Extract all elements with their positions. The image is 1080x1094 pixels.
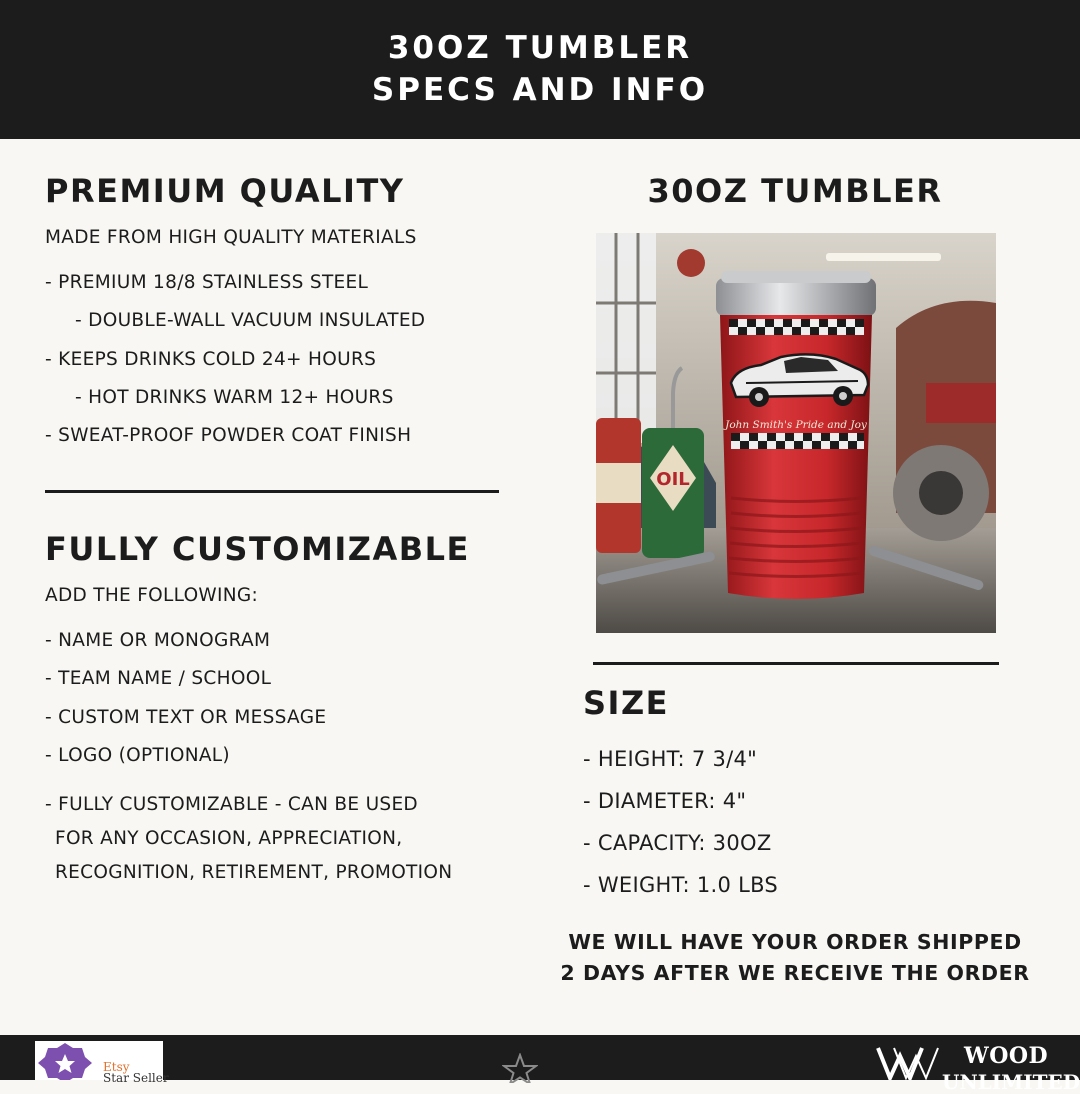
quality-item: - PREMIUM 18/8 STAINLESS STEEL: [45, 272, 369, 293]
logo-text-unlimited: UNLIMITED: [942, 1070, 1080, 1094]
size-item: - CAPACITY: 30OZ: [583, 831, 772, 855]
quality-intro: MADE FROM HIGH QUALITY MATERIALS: [45, 227, 417, 248]
custom-item: - CUSTOM TEXT OR MESSAGE: [45, 707, 327, 728]
badge-label-etsy: Etsy: [103, 1060, 130, 1074]
star-seller-badge-icon: [35, 1041, 95, 1080]
custom-intro: ADD THE FOLLOWING:: [45, 585, 259, 606]
product-photo: [596, 233, 996, 633]
custom-note-line: RECOGNITION, RETIREMENT, PROMOTION: [55, 862, 453, 883]
quality-item: - DOUBLE-WALL VACUUM INSULATED: [75, 310, 426, 331]
badge-label-star-seller: Star Seller: [103, 1071, 169, 1085]
custom-item: - TEAM NAME / SCHOOL: [45, 668, 272, 689]
size-heading: SIZE: [583, 684, 670, 722]
section-divider: [593, 662, 999, 665]
tumbler-scene-illustration: [596, 233, 996, 633]
size-item: - WEIGHT: 1.0 LBS: [583, 873, 779, 897]
header-title-line1: 30OZ TUMBLER: [387, 30, 693, 66]
quality-heading: PREMIUM QUALITY: [45, 172, 405, 210]
custom-note-line: - FULLY CUSTOMIZABLE - CAN BE USED: [45, 794, 418, 815]
section-divider: [45, 490, 499, 493]
wood-unlimited-logo-icon: [876, 1044, 940, 1080]
shipping-note-line: WE WILL HAVE YOUR ORDER SHIPPED: [568, 930, 1022, 954]
size-item: - HEIGHT: 7 3/4": [583, 747, 758, 771]
size-item: - DIAMETER: 4": [583, 789, 747, 813]
custom-heading: FULLY CUSTOMIZABLE: [45, 530, 470, 568]
page-header: [0, 0, 1080, 139]
product-heading: 30OZ TUMBLER: [647, 172, 943, 210]
custom-item: - LOGO (OPTIONAL): [45, 745, 230, 766]
custom-item: - NAME OR MONOGRAM: [45, 630, 271, 651]
logo-text-wood: WOOD: [964, 1043, 1049, 1069]
engraved-text: John Smith's Pride and Joy: [725, 419, 867, 431]
quality-item: - KEEPS DRINKS COLD 24+ HOURS: [45, 349, 377, 370]
header-title-line2: SPECS AND INFO: [371, 72, 709, 108]
star-icon: [502, 1053, 538, 1083]
shipping-note-line: 2 DAYS AFTER WE RECEIVE THE ORDER: [560, 961, 1030, 985]
quality-item: - SWEAT-PROOF POWDER COAT FINISH: [45, 425, 412, 446]
quality-item: - HOT DRINKS WARM 12+ HOURS: [75, 387, 394, 408]
oil-can-label: OIL: [656, 469, 690, 490]
custom-note-line: FOR ANY OCCASION, APPRECIATION,: [55, 828, 403, 849]
